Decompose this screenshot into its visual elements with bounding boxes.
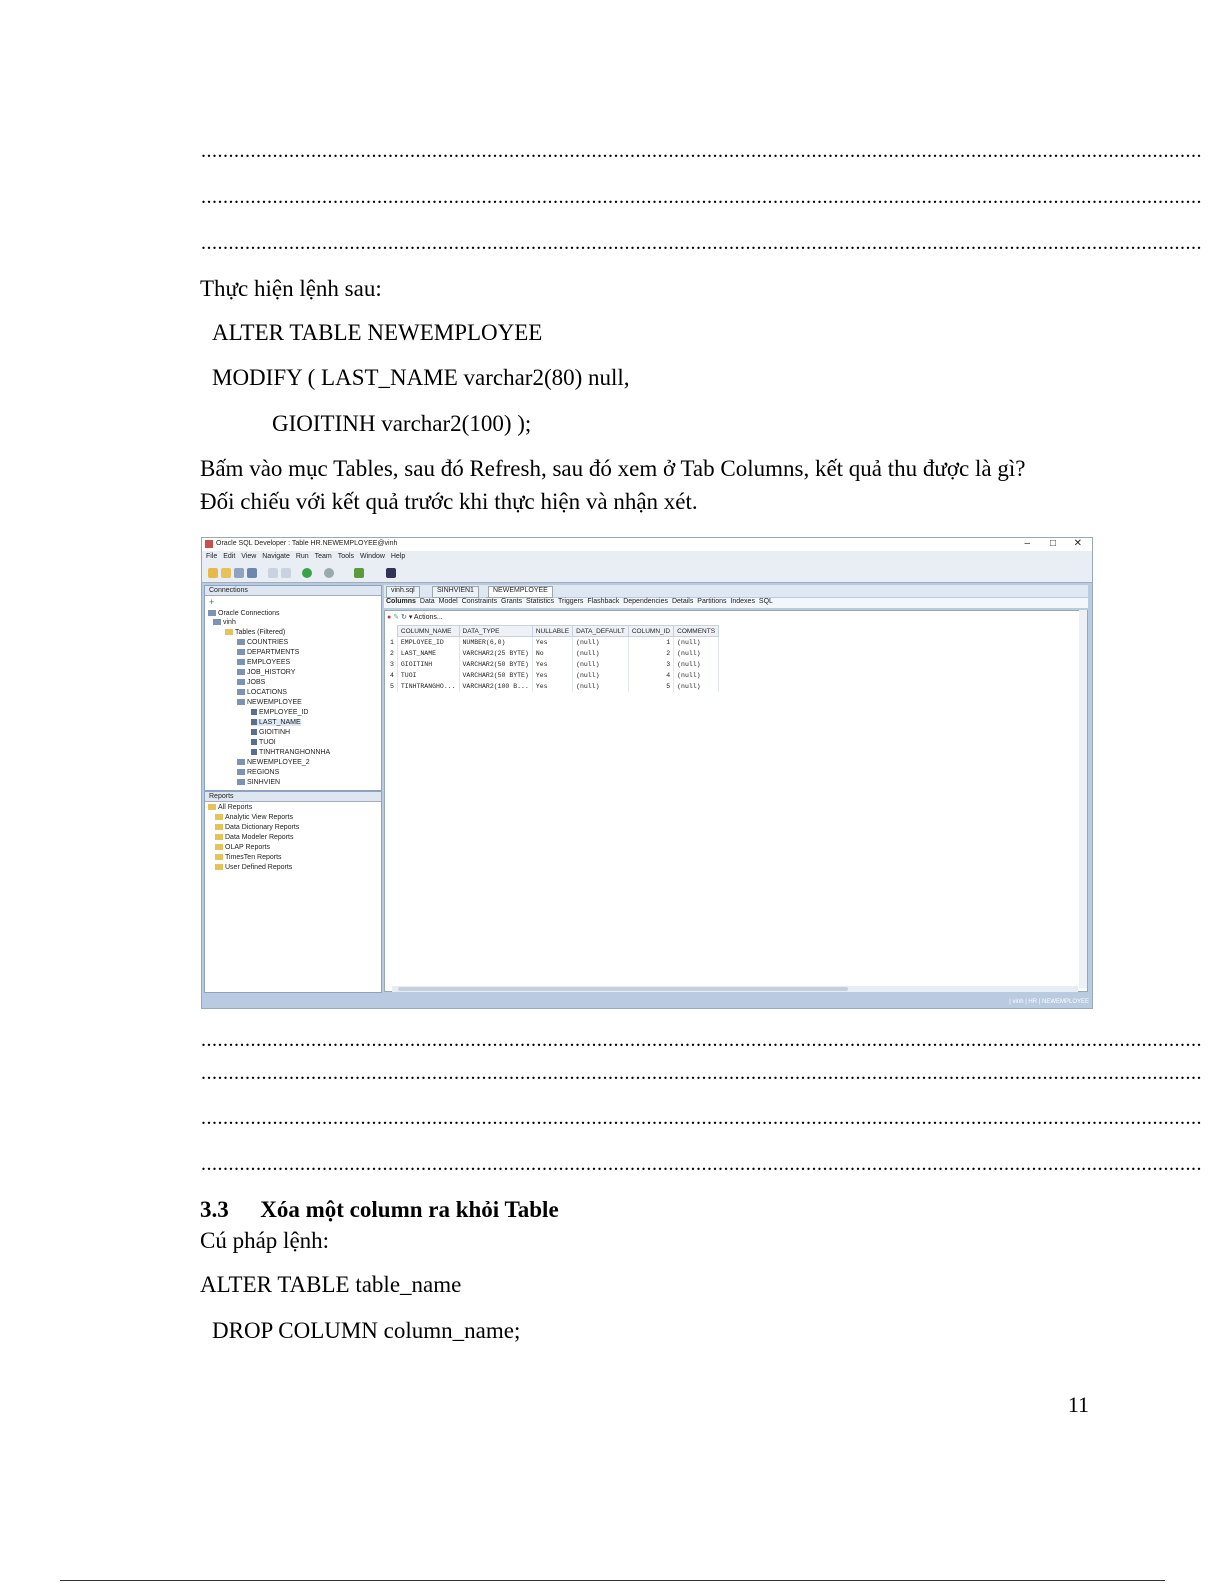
code-line-2: MODIFY ( LAST_NAME varchar2(80) null, [212, 365, 630, 390]
answer-line-7: ...................................................................................................................................................................................... [201, 1153, 1202, 1175]
cell-data-default: (null) [573, 659, 629, 670]
forward-icon[interactable] [324, 568, 334, 578]
col-header-data-type[interactable]: DATA_TYPE [459, 626, 532, 637]
columns-grid [384, 610, 1088, 992]
window-titlebar [202, 538, 1092, 551]
menu-tools[interactable]: Tools [337, 553, 355, 560]
answer-line-3: ...................................................................................................................................................................................... [201, 232, 1202, 254]
tab-vinh-sql[interactable]: vinh.sql [386, 586, 420, 598]
tree-table[interactable]: EMPLOYEES [237, 659, 290, 666]
row-number: 5 [387, 681, 397, 692]
intro-text: Thực hiện lệnh sau: [200, 276, 382, 301]
edit-icon[interactable]: ✎ [393, 614, 400, 621]
tree-column[interactable]: LAST_NAME [251, 719, 301, 726]
subtab-sql[interactable]: SQL [758, 598, 773, 605]
open-icon[interactable] [221, 568, 231, 578]
cell-data-type: VARCHAR2(50 BYTE) [459, 659, 532, 670]
tree-table[interactable]: NEWEMPLOYEE [237, 699, 302, 706]
tree-column[interactable]: GIOITINH [251, 729, 290, 736]
table-row[interactable] [387, 670, 719, 681]
cell-column-name: TUOI [397, 670, 459, 681]
answer-line-4: ...................................................................................................................................................................................... [201, 1029, 1202, 1051]
row-number: 3 [387, 659, 397, 670]
cell-column-id: 3 [628, 659, 673, 670]
menu-run[interactable]: Run [295, 553, 309, 560]
reports-title: Reports [209, 793, 234, 800]
syntax-line-1: ALTER TABLE table_name [200, 1272, 462, 1297]
tab-sinhvien1[interactable]: SINHVIEN1 [432, 586, 479, 598]
table-row[interactable] [387, 648, 719, 659]
row-number: 4 [387, 670, 397, 681]
cell-nullable: No [532, 648, 572, 659]
syntax-line-2: DROP COLUMN column_name; [212, 1318, 521, 1343]
report-item[interactable]: All Reports [208, 804, 252, 811]
cell-column-id: 4 [628, 670, 673, 681]
cell-comments: (null) [674, 637, 719, 649]
cell-column-name: LAST_NAME [397, 648, 459, 659]
actions-menu[interactable]: ▾ Actions... [408, 614, 443, 621]
sql-worksheet-icon[interactable] [354, 568, 364, 578]
cell-comments: (null) [674, 659, 719, 670]
col-header-column-id[interactable]: COLUMN_ID [628, 626, 673, 637]
instruction-line-1: Bấm vào mục Tables, sau đó Refresh, sau đó xem ở Tab Columns, kết quả thu được là gì? [200, 456, 1026, 481]
subtab-grants[interactable]: Grants [501, 598, 523, 605]
status-bar [202, 998, 1092, 1008]
answer-line-6: ...................................................................................................................................................................................... [201, 1107, 1202, 1129]
status-text: | vinh | HR | NEWEMPLOYEE [1009, 999, 1089, 1005]
binoculars-icon[interactable] [386, 568, 396, 578]
cell-comments: (null) [674, 648, 719, 659]
cell-comments: (null) [674, 670, 719, 681]
cell-column-name: GIOITINH [397, 659, 459, 670]
menu-help[interactable]: Help [390, 553, 406, 560]
restore-icon[interactable]: □ [1049, 538, 1056, 549]
tree-tables-node[interactable]: Tables (Filtered) [225, 629, 285, 636]
save-icon[interactable] [234, 568, 244, 578]
report-item[interactable]: OLAP Reports [215, 844, 270, 851]
page-number: 11 [1067, 1392, 1089, 1417]
cell-data-type: VARCHAR2(100 B... [459, 681, 532, 692]
connections-panel [204, 585, 382, 791]
vertical-scrollbar[interactable] [1079, 610, 1087, 988]
new-icon[interactable] [208, 568, 218, 578]
cell-data-type: NUMBER(6,0) [459, 637, 532, 649]
report-item[interactable]: User Defined Reports [215, 864, 292, 871]
document-tabs [384, 585, 1088, 597]
section-number: 3.3 [200, 1197, 229, 1222]
sql-developer-screenshot [201, 537, 1093, 1009]
table-row[interactable] [387, 659, 719, 670]
tree-column[interactable]: TINHTRANGHONNHA [251, 749, 330, 756]
menu-view[interactable]: View [241, 553, 257, 560]
tree-table[interactable]: COUNTRIES [237, 639, 288, 646]
syntax-label: Cú pháp lệnh: [200, 1228, 330, 1253]
horizontal-scrollbar[interactable] [392, 986, 1078, 992]
row-number: 2 [387, 648, 397, 659]
answer-line-2: ...................................................................................................................................................................................... [201, 186, 1202, 208]
tree-column[interactable]: EMPLOYEE_ID [251, 709, 308, 716]
report-item[interactable]: TimesTen Reports [215, 854, 282, 861]
window-title: Oracle SQL Developer : Table HR.NEWEMPLOYEE@vinh [216, 540, 398, 547]
menu-window[interactable]: Window [360, 553, 385, 560]
tree-table[interactable]: SINHVIEN [237, 779, 280, 786]
subtab-statistics[interactable]: Statistics [526, 598, 555, 605]
close-icon[interactable]: ✕ [1073, 538, 1082, 549]
tree-connection[interactable]: vinh [213, 619, 236, 626]
row-number: 1 [387, 637, 397, 649]
cell-column-id: 1 [628, 637, 673, 649]
report-item[interactable]: Data Dictionary Reports [215, 824, 299, 831]
table-header-row [387, 626, 719, 637]
answer-line-1: ...................................................................................................................................................................................... [201, 140, 1202, 162]
col-header-data-default[interactable]: DATA_DEFAULT [573, 626, 629, 637]
tree-table[interactable]: LOCATIONS [237, 689, 287, 696]
menu-bar [202, 551, 1092, 564]
back-icon[interactable] [302, 568, 312, 578]
menu-edit[interactable]: Edit [223, 553, 236, 560]
subtab-indexes[interactable]: Indexes [730, 598, 755, 605]
menu-team[interactable]: Team [314, 553, 332, 560]
cell-nullable: Yes [532, 681, 572, 692]
tab-newemployee[interactable]: NEWEMPLOYEE [488, 586, 553, 598]
menu-file[interactable]: File [206, 553, 218, 560]
cell-nullable: Yes [532, 659, 572, 670]
code-line-1: ALTER TABLE NEWEMPLOYEE [212, 320, 543, 345]
reports-panel [204, 791, 382, 993]
tree-table[interactable]: NEWEMPLOYEE_2 [237, 759, 310, 766]
report-item[interactable]: Data Modeler Reports [215, 834, 293, 841]
col-header-column-name[interactable]: COLUMN_NAME [397, 626, 459, 637]
section-title: Xóa một column ra khỏi Table [260, 1197, 559, 1222]
subtab-constraints[interactable]: Constraints [461, 598, 498, 605]
subtab-dependencies[interactable]: Dependencies [623, 598, 668, 605]
cell-data-default: (null) [573, 670, 629, 681]
table-row[interactable] [387, 681, 719, 692]
save-all-icon[interactable] [247, 568, 257, 578]
answer-line-5: ...................................................................................................................................................................................... [201, 1062, 1202, 1084]
cell-comments: (null) [674, 681, 719, 692]
tree-table[interactable]: REGIONS [237, 769, 279, 776]
cell-data-default: (null) [573, 648, 629, 659]
tree-column[interactable]: TUOI [251, 739, 276, 746]
col-header-nullable[interactable]: NULLABLE [532, 626, 572, 637]
toolbar [202, 564, 1092, 583]
object-sub-tabs [384, 598, 1088, 608]
report-item[interactable]: Analytic View Reports [215, 814, 293, 821]
cell-data-type: VARCHAR2(25 BYTE) [459, 648, 532, 659]
cell-nullable: Yes [532, 670, 572, 681]
redo-icon[interactable] [281, 568, 291, 578]
cell-column-name: TINHTRANGHO... [397, 681, 459, 692]
connections-title: Connections [209, 587, 248, 594]
pin-icon[interactable]: ● [387, 614, 392, 621]
code-line-3: GIOITINH varchar2(100) ); [272, 411, 532, 436]
cell-column-name: EMPLOYEE_ID [397, 637, 459, 649]
app-icon [205, 540, 213, 548]
tree-table[interactable]: JOB_HISTORY [237, 669, 295, 676]
subtab-columns[interactable]: Columns [386, 598, 416, 605]
subtab-data[interactable]: Data [419, 598, 435, 605]
tree-table[interactable]: JOBS [237, 679, 265, 686]
cell-nullable: Yes [532, 637, 572, 649]
grid-toolbar [387, 613, 443, 623]
col-header-comments[interactable]: COMMENTS [674, 626, 719, 637]
section-heading [200, 1197, 559, 1223]
subtab-model[interactable]: Model [438, 598, 458, 605]
subtab-partitions[interactable]: Partitions [697, 598, 727, 605]
refresh-icon[interactable]: ↻ [401, 614, 407, 621]
instruction-line-2: Đối chiếu với kết quả trước khi thực hiện và nhận xét. [200, 489, 698, 514]
tree-root[interactable]: Oracle Connections [208, 610, 279, 617]
tree-table[interactable]: DEPARTMENTS [237, 649, 299, 656]
cell-data-default: (null) [573, 637, 629, 649]
subtab-flashback[interactable]: Flashback [587, 598, 620, 605]
cell-column-id: 5 [628, 681, 673, 692]
menu-navigate[interactable]: Navigate [262, 553, 290, 560]
columns-table [387, 625, 719, 692]
subtab-details[interactable]: Details [671, 598, 694, 605]
cell-column-id: 2 [628, 648, 673, 659]
cell-data-default: (null) [573, 681, 629, 692]
footer-rule [60, 1580, 1165, 1581]
cell-data-type: VARCHAR2(50 BYTE) [459, 670, 532, 681]
undo-icon[interactable] [268, 568, 278, 578]
subtab-triggers[interactable]: Triggers [557, 598, 584, 605]
minimize-icon[interactable]: – [1024, 538, 1030, 549]
table-row[interactable] [387, 637, 719, 649]
add-connection-icon[interactable]: + [209, 597, 215, 607]
